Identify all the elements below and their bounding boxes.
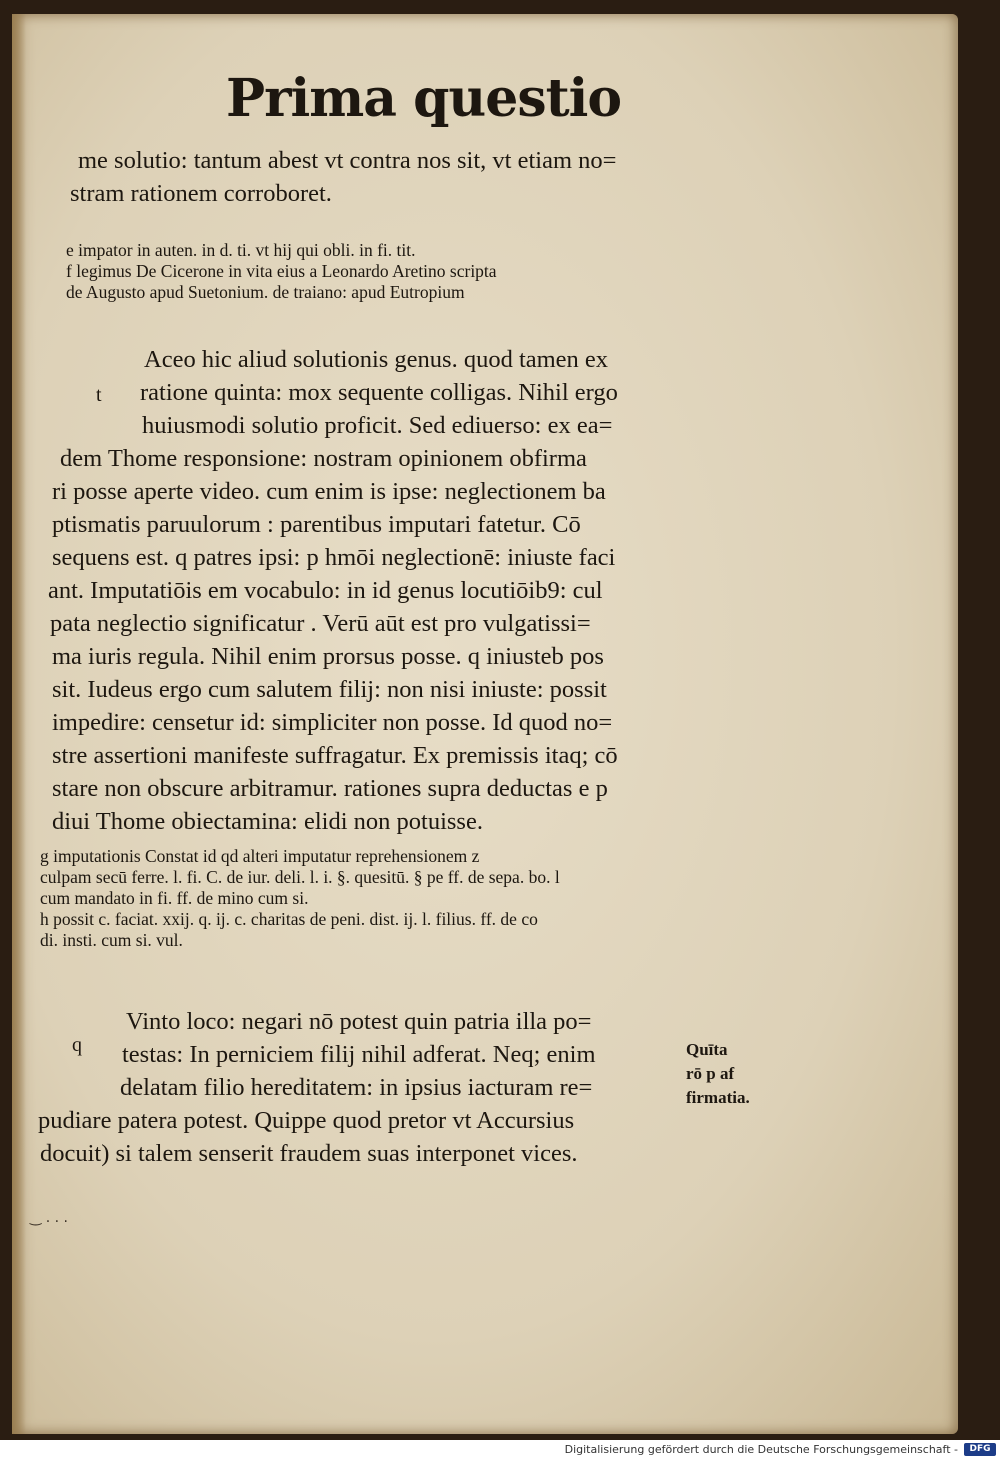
body-line: stare non obscure arbitramur. rationes supra deductas e p: [52, 775, 608, 802]
intro-line: me solutio: tantum abest vt contra nos sit, vt etiam no=: [78, 147, 617, 174]
body-line: diui Thome obiectamina: elidi non potuisse.: [52, 808, 483, 835]
body-line: docuit) si talem senserit fraudem suas interponet vices.: [40, 1140, 578, 1167]
footer-credit: Digitalisierung gefördert durch die Deutsche Forschungsgemeinschaft -: [564, 1443, 958, 1456]
body-line: ratione quinta: mox sequente colligas. Nihil ergo: [140, 379, 618, 406]
page-gutter-shadow: [12, 14, 26, 1434]
body-line: huiusmodi solutio proficit. Sed ediuerso: ex ea=: [142, 412, 613, 439]
gloss-line: f legimus De Cicerone in vita eius a Leonardo Aretino scripta: [66, 261, 497, 281]
body-line: ant. Imputatiōis em vocabulo: in id genus locutiōib9: cul: [48, 577, 603, 604]
body-line: pudiare patera potest. Quippe quod pretor vt Accursius: [38, 1107, 575, 1134]
gloss-block-2: [40, 846, 560, 951]
body-line: dem Thome responsione: nostram opinionem obfirma: [60, 445, 587, 472]
body-line: testas: In perniciem filij nihil adferat. Neq; enim: [122, 1041, 596, 1068]
gloss-line: g imputationis Constat id qd alteri imputatur reprehensionem z: [40, 846, 480, 866]
gloss-line: culpam secū ferre. l. fi. C. de iur. deli. l. i. §. quesitū. § pe ff. de sepa. bo. l: [40, 867, 560, 887]
body-line: sit. Iudeus ergo cum salutem filij: non nisi iniuste: possit: [52, 676, 607, 703]
page-title: Prima questio: [226, 68, 622, 129]
gloss-line: di. insti. cum si. vul.: [40, 930, 183, 950]
body-line: delatam filio hereditatem: in ipsius iacturam re=: [120, 1074, 593, 1101]
body-line: ri posse aperte video. cum enim is ipse: neglectionem ba: [52, 478, 606, 505]
gloss-block-1: [66, 240, 497, 303]
body-line: sequens est. q patres ipsi: p hmōi neglectionē: iniuste faci: [52, 544, 616, 571]
margin-note-line: rō p af: [686, 1064, 735, 1083]
margin-note: [686, 1038, 750, 1110]
dfg-logo: DFG: [964, 1443, 996, 1456]
gloss-line: cum mandato in fi. ff. de mino cum si.: [40, 888, 309, 908]
body-line: stre assertioni manifeste suffragatur. Ex premissis itaq; cō: [52, 742, 618, 769]
body-line: ma iuris regula. Nihil enim prorsus posse. q iniusteb pos: [52, 643, 604, 670]
footer-bar: [0, 1440, 1000, 1460]
gloss-line: e impator in auten. in d. ti. vt hij qui obli. in fi. tit.: [66, 240, 416, 260]
body-line: Vinto loco: negari nō potest quin patria illa po=: [126, 1008, 592, 1035]
margin-note-line: Quīta: [686, 1040, 728, 1059]
margin-note-line: firmatia.: [686, 1088, 750, 1107]
body-line: pata neglectio significatur . Verū aūt est pro vulgatissi=: [50, 610, 591, 637]
ink-smudge: ‿ . . .: [30, 1210, 68, 1226]
body-line: Aceo hic aliud solutionis genus. quod tamen ex: [144, 346, 609, 373]
margin-marker-t: t: [96, 384, 102, 406]
gloss-line: de Augusto apud Suetonium. de traiano: apud Eutropium: [66, 282, 465, 302]
intro-line: stram rationem corroboret.: [70, 180, 332, 207]
body-line: ptismatis paruulorum : parentibus imputari fatetur. Cō: [52, 511, 581, 538]
gloss-line: h possit c. faciat. xxij. q. ij. c. charitas de peni. dist. ij. l. filius. ff. de co: [40, 909, 538, 929]
margin-marker-q: q: [72, 1034, 82, 1056]
body-line: impedire: censetur id: simpliciter non posse. Id quod no=: [52, 709, 613, 736]
